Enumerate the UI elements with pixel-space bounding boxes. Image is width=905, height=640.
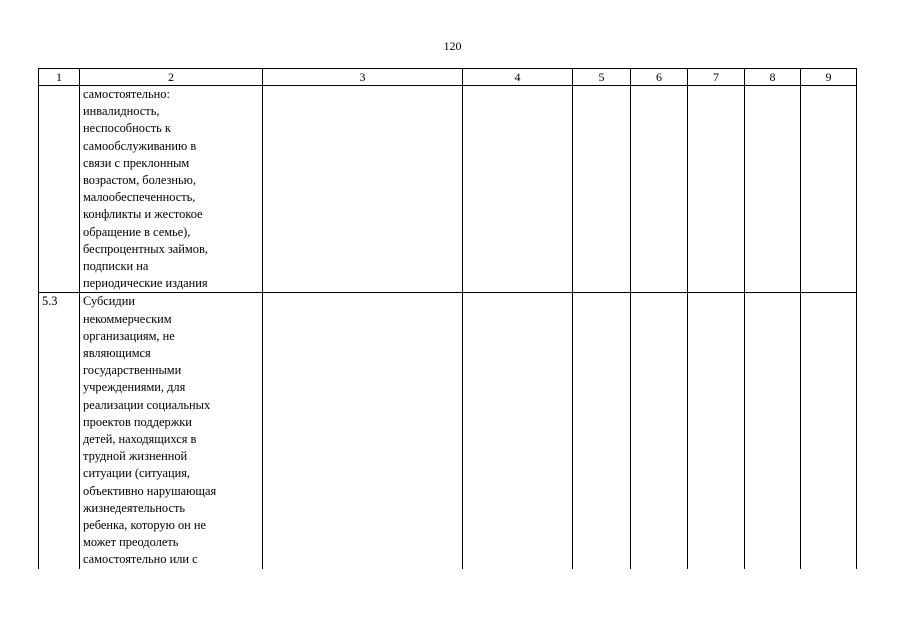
table-cell [463, 293, 573, 569]
table-cell [573, 293, 631, 569]
row-number [39, 86, 80, 293]
table-row [39, 86, 857, 293]
budget-table [38, 68, 857, 569]
column-header: 4 [463, 69, 573, 86]
column-header: 1 [39, 69, 80, 86]
table-cell [573, 86, 631, 293]
table-cell [463, 86, 573, 293]
table-header-row [39, 69, 857, 86]
table-cell [745, 86, 801, 293]
column-header: 2 [80, 69, 263, 86]
table-cell [801, 293, 857, 569]
table-cell [263, 86, 463, 293]
column-header: 7 [688, 69, 745, 86]
table-row [39, 293, 857, 569]
column-header: 9 [801, 69, 857, 86]
table-cell [688, 86, 745, 293]
row-description: самостоятельно: инвалидность, неспособность к самообслуживанию в связи с преклонным возрастом, болезнью, малообеспеченность, конфликты и жестокое обращение в семье), беспроцентных займов, подписки на периодические издания [80, 86, 263, 293]
column-header: 6 [631, 69, 688, 86]
page-number: 120 [443, 39, 462, 53]
table-cell [688, 293, 745, 569]
column-header: 3 [263, 69, 463, 86]
column-header: 8 [745, 69, 801, 86]
table-cell [745, 293, 801, 569]
table-cell [631, 86, 688, 293]
row-number: 5.3 [39, 293, 80, 569]
table-cell [263, 293, 463, 569]
table-cell [631, 293, 688, 569]
column-header: 5 [573, 69, 631, 86]
row-description: Субсидии некоммерческим организациям, не являющимся государственными учреждениями, для реализации социальных проектов поддержки детей, находящихся в трудной жизненной ситуации (ситуация, объективно нарушающая жизнедеятельность ребенка, которую он не может преодолеть самостоятельно или с [80, 293, 263, 569]
table-cell [801, 86, 857, 293]
